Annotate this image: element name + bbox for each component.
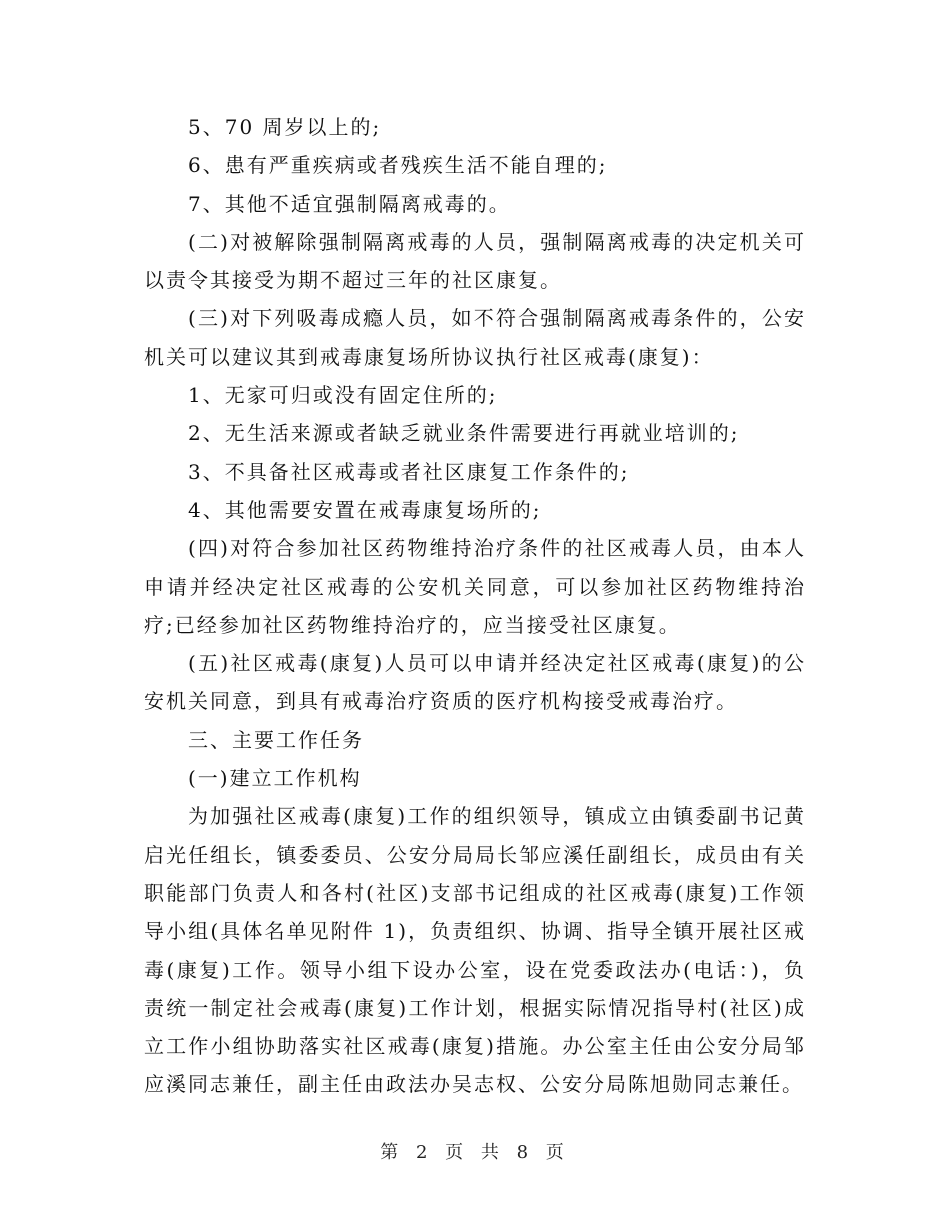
list-item: 3、不具备社区戒毒或者社区康复工作条件的;: [188, 459, 630, 484]
list-item: 5、70 周岁以上的;: [188, 115, 382, 139]
list-item: 7、其他不适宜强制隔离戒毒的。: [188, 191, 511, 216]
section-heading: 三、主要工作任务: [188, 727, 364, 752]
paragraph: (三)对下列吸毒成瘾人员，如不符合强制隔离戒毒条件的，公安机关可以建议其到戒毒康复场所协议执行社区戒毒(康复)：: [144, 306, 806, 369]
paragraph: (二)对被解除强制隔离戒毒的人员，强制隔离戒毒的决定机关可以责令其接受为期不超过三年的社区康复。: [144, 229, 806, 293]
list-item: 6、患有严重疾病或者残疾生活不能自理的;: [188, 153, 608, 178]
document-body: [144, 108, 806, 1104]
paragraph: 为加强社区戒毒(康复)工作的组织领导，镇成立由镇委副书记黄启光任组长，镇委委员、公安分局局长邹应溪任副组长，成员由有关职能部门负责人和各村(社区)支部书记组成的社区戒毒(康复)工作领导小组(具体名单见附件 1)，负责组织、协调、指导全镇开展社区戒毒(康复)工作。领导小组下设办公室，设在党委政法办(电话：)，负责统一制定社会戒毒(康复)工作计划，根据实际情况指导村(社区)成立工作小组协助落实社区戒毒(康复)措施。办公室主任由公安分局邹应溪同志兼任，副主任由政法办吴志权、公安分局陈旭勋同志兼任。: [144, 804, 806, 1097]
paragraph: (四)对符合参加社区药物维持治疗条件的社区戒毒人员，由本人申请并经决定社区戒毒的公安机关同意，可以参加社区药物维持治疗;已经参加社区药物维持治疗的，应当接受社区康复。: [144, 536, 806, 637]
list-item: 1、无家可归或没有固定住所的;: [188, 383, 498, 408]
subsection-heading: (一)建立工作机构: [188, 766, 362, 791]
list-item: 2、无生活来源或者缺乏就业条件需要进行再就业培训的;: [188, 421, 740, 446]
list-item: 4、其他需要安置在戒毒康复场所的;: [188, 497, 542, 522]
page-number: 第 2 页 共 8 页: [380, 1142, 570, 1163]
paragraph: (五)社区戒毒(康复)人员可以申请并经决定社区戒毒(康复)的公安机关同意，到具有戒毒治疗资质的医疗机构接受戒毒治疗。: [144, 651, 806, 714]
